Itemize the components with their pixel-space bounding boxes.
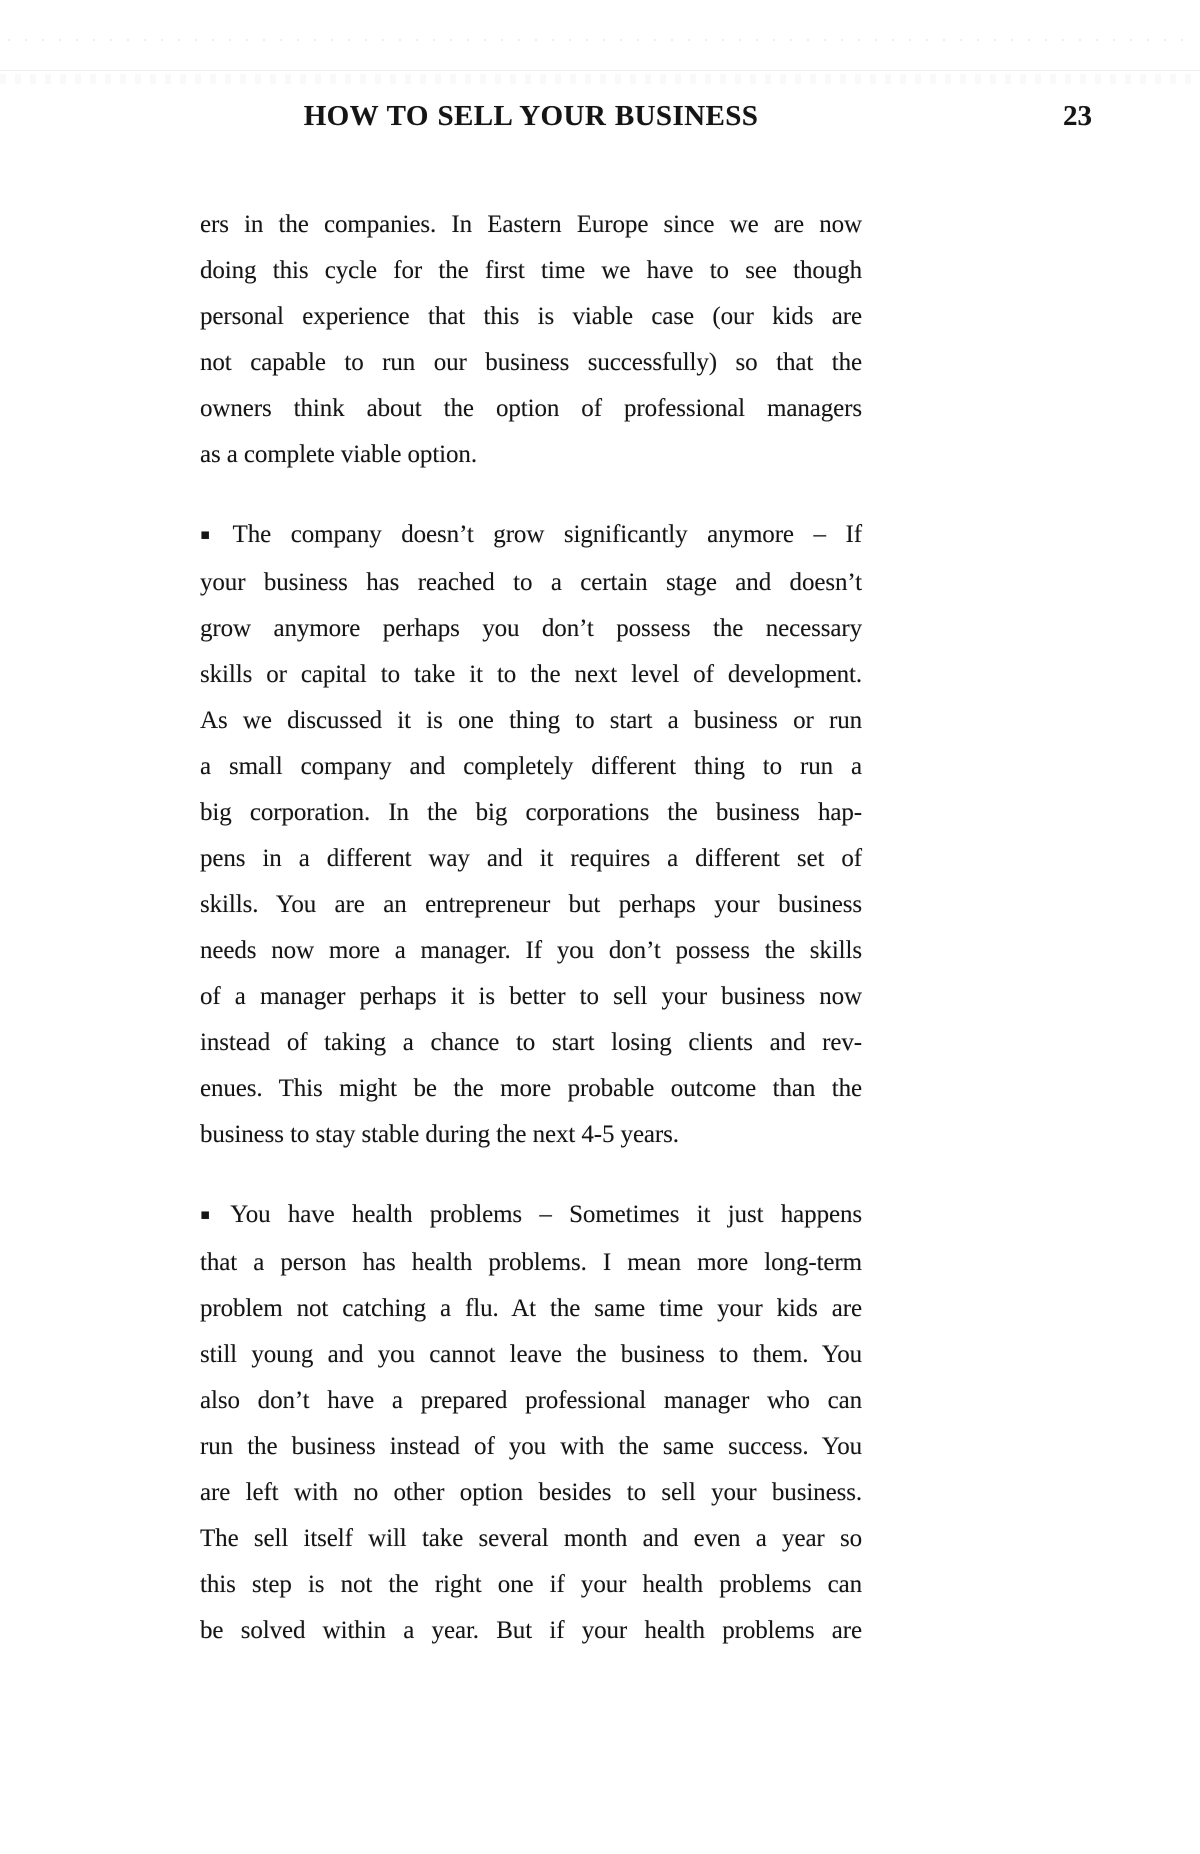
text-line: of a manager perhaps it is better to sell your business now bbox=[200, 983, 862, 1010]
text-line: pens in a different way and it requires a different set of bbox=[200, 845, 862, 872]
text-line: skills or capital to take it to the next level of development. bbox=[200, 661, 862, 688]
page-number: 23 bbox=[1063, 100, 1092, 132]
text-line: are left with no other option besides to sell your business. bbox=[200, 1479, 862, 1506]
paragraph bbox=[200, 202, 862, 478]
text-line: skills. You are an entrepreneur but perhaps your business bbox=[200, 891, 862, 918]
running-head-title: HOW TO SELL YOUR BUSINESS bbox=[303, 100, 759, 132]
text-line: instead of taking a chance to start losing clients and rev- bbox=[200, 1029, 862, 1056]
scan-artifact-dots bbox=[8, 39, 1192, 41]
page-body bbox=[200, 202, 862, 1654]
text-line: problem not catching a flu. At the same time your kids are bbox=[200, 1295, 862, 1322]
text-line: enues. This might be the more probable outcome than the bbox=[200, 1075, 862, 1102]
text-line: owners think about the option of professional managers bbox=[200, 395, 862, 422]
text-line: business to stay stable during the next 4-5 years. bbox=[200, 1121, 679, 1148]
text-line: as a complete viable option. bbox=[200, 441, 477, 468]
text-line: also don’t have a prepared professional manager who can bbox=[200, 1387, 862, 1414]
text-line: As we discussed it is one thing to start a business or run bbox=[200, 707, 862, 734]
scan-artifact-dots bbox=[0, 74, 1200, 84]
paragraph bbox=[200, 512, 862, 1158]
text-line: a small company and completely different thing to run a bbox=[200, 753, 862, 780]
scan-artifact-line bbox=[0, 70, 1200, 71]
text-line: ▪ The company doesn’t grow significantly anymore – If bbox=[200, 521, 862, 548]
text-line: ers in the companies. In Eastern Europe since we are now bbox=[200, 211, 862, 238]
text-line: that a person has health problems. I mean more long-term bbox=[200, 1249, 862, 1276]
text-line: grow anymore perhaps you don’t possess the necessary bbox=[200, 615, 862, 642]
bullet-marker: ▪ bbox=[200, 1205, 222, 1223]
text-line: still young and you cannot leave the business to them. You bbox=[200, 1341, 862, 1368]
text-line: big corporation. In the big corporations the business hap- bbox=[200, 799, 862, 826]
paragraph bbox=[200, 1192, 862, 1654]
bullet-marker: ▪ bbox=[200, 525, 224, 543]
text-line: needs now more a manager. If you don’t possess the skills bbox=[200, 937, 862, 964]
text-line: your business has reached to a certain stage and doesn’t bbox=[200, 569, 862, 596]
text-line: not capable to run our business successfully) so that the bbox=[200, 349, 862, 376]
text-line: ▪ You have health problems – Sometimes it just happens bbox=[200, 1201, 862, 1228]
text-line: be solved within a year. But if your health problems are bbox=[200, 1617, 862, 1644]
text-line: run the business instead of you with the same success. You bbox=[200, 1433, 862, 1460]
text-line: personal experience that this is viable case (our kids are bbox=[200, 303, 862, 330]
text-line: this step is not the right one if your health problems can bbox=[200, 1571, 862, 1598]
text-line: The sell itself will take several month and even a year so bbox=[200, 1525, 862, 1552]
text-line: doing this cycle for the first time we have to see though bbox=[200, 257, 862, 284]
